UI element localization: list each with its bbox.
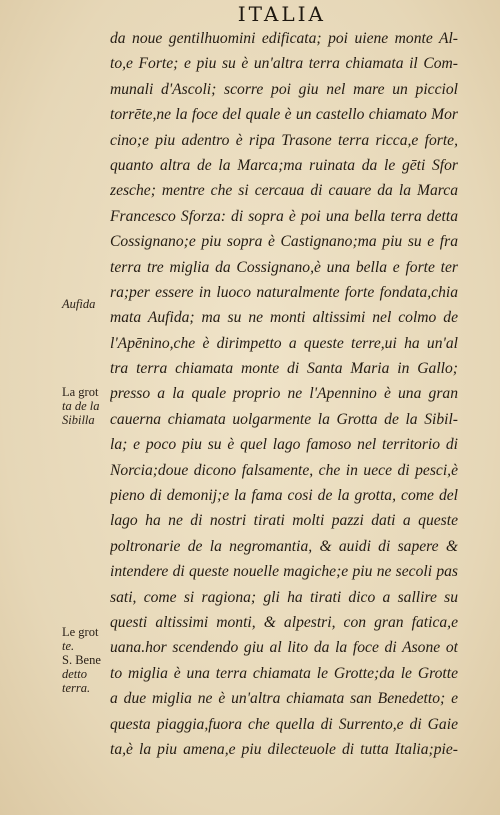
margin-note-line: La grot	[62, 385, 99, 399]
margin-note-grotta-sibilla	[62, 385, 100, 427]
text-line: lago ha ne di nostri tirati molti pazzi dati a queste	[110, 512, 458, 530]
text-line: to miglia è una terra chiamata le Grotte;da le Grotte	[110, 664, 458, 682]
margin-note-grotte-benedetto	[62, 625, 101, 695]
margin-note-line: Aufida	[62, 297, 96, 311]
text-line: l'Apēnino,che è dirimpetto a queste terre,ui ha un'al	[110, 334, 458, 352]
text-line: cauerna chiamata uolgarmente la Grotta de la Sibil-	[110, 410, 458, 428]
text-line: uana.hor scendendo giu al lito da la foce di Asone ot	[110, 639, 458, 657]
text-line: cino;e piu adentro è ripa Trasone terra ricca,e forte,	[110, 131, 458, 149]
text-line: sati, come si ragiona; gli ha tirati dico a sallire su	[110, 588, 458, 606]
margin-note-line: terra.	[62, 681, 91, 695]
text-line: da noue gentilhuomini edificata; poi uiene monte Al-	[110, 30, 458, 47]
text-line: poltronarie de la negromantia, & auidi di sapere &	[110, 537, 458, 555]
text-line: la; e poco piu su è quel lago famoso nel territorio di	[110, 436, 458, 454]
text-line: to,e Forte; e piu su è un'altra terra chiamata il Com-	[110, 55, 458, 73]
margin-note-line: S. Bene	[62, 653, 101, 667]
running-title: ITALIA	[237, 2, 326, 26]
text-line: munali d'Ascoli; scorre poi giu nel mare un picciol	[110, 80, 458, 98]
text-line: questi altissimi monti, & alpestri, con gran fatica,e	[110, 613, 458, 631]
text-line: tra terra chiamata monte di Santa Maria in Gallo;	[110, 360, 458, 378]
text-line: presso a la quale proprio ne l'Apennino è una gran	[110, 385, 458, 403]
margin-note-line: detto	[62, 667, 87, 681]
text-line: intendere di queste nouelle magiche;e piu ne secoli pas	[110, 563, 458, 581]
text-line: Cossignano;e piu sopra è Castignano;ma piu su e fra	[110, 233, 458, 251]
body-text	[110, 26, 458, 762]
text-line: a due miglia ne è un'altra chiamata san Benedetto; e	[110, 690, 458, 708]
margin-note-line: ta de la	[62, 399, 100, 413]
margin-note-line: Sibilla	[62, 413, 95, 427]
text-line: ra;per essere in luoco naturalmente forte fondata,chia	[110, 283, 458, 301]
text-line: torrēte,ne la foce del quale è un castello chiamato Mor	[110, 106, 458, 124]
text-line: zesche; mentre che si cercaua di cauare da la Marca	[110, 182, 458, 200]
text-line: questa piaggia,fuora che quella di Surrento,e di Gaie	[110, 715, 458, 733]
text-line: terra tre miglia da Cossignano,è una bella e forte ter	[110, 258, 458, 276]
margin-note-aufida	[62, 297, 95, 311]
text-line: ta,è la piu amena,e piu dilecteuole di tutta Italia;pie-	[110, 740, 458, 758]
margin-note-line: Le grot	[62, 625, 99, 639]
text-line: mata Aufida; ma su ne monti altissimi nel colmo de	[110, 309, 458, 327]
margin-note-line: te.	[62, 639, 75, 653]
text-line: Francesco Sforza: di sopra è poi una bella terra detta	[110, 207, 458, 225]
text-line: Norcia;doue dicono falsamente, che in uece di pesci,è	[110, 461, 458, 479]
text-line: pieno di demonij;e la fama cosi de la grotta, come del	[110, 487, 458, 505]
text-line: quanto altra de la Marca;ma ruinata da le gēti Sfor	[110, 156, 458, 174]
